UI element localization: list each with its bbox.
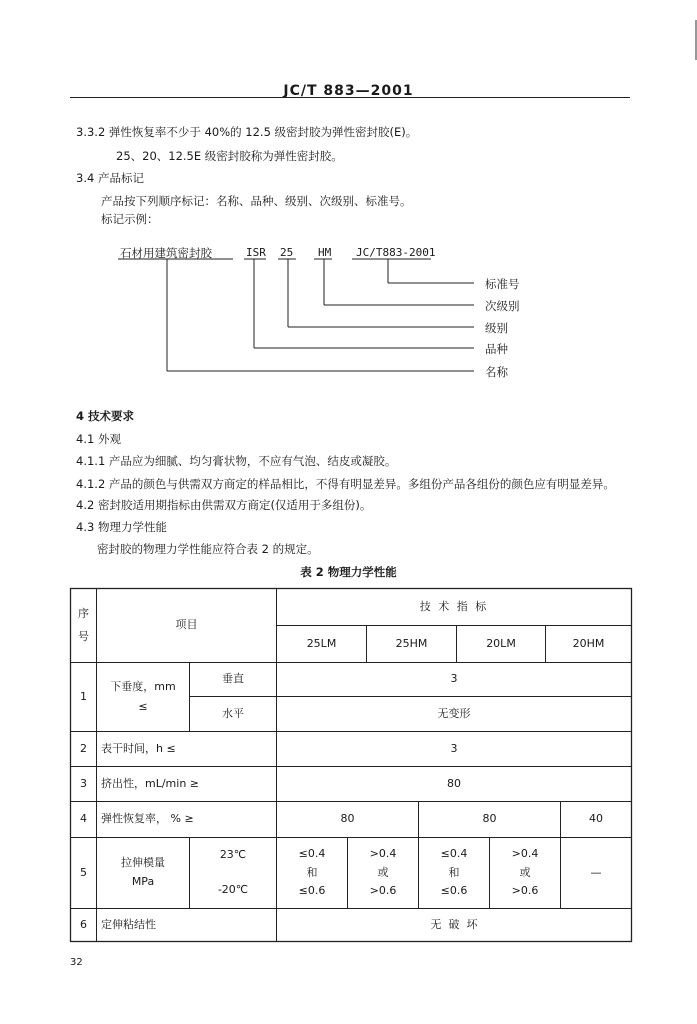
th-item: 项目 bbox=[175, 618, 198, 632]
th-no: 序 号 bbox=[78, 607, 89, 644]
row5-sub-23c: 23℃ bbox=[219, 848, 247, 862]
th-grade-20hm: 20HM bbox=[572, 636, 605, 650]
para-4-3: 4.3 物理力学性能 bbox=[76, 520, 167, 534]
row4-item: 弹性恢复率， % ≥ bbox=[101, 812, 194, 826]
row2-item: 表干时间，h ≤ bbox=[101, 741, 176, 755]
th-spec: 技 术 指 标 bbox=[419, 599, 489, 613]
para-3-4-a: 产品按下列顺序标记：名称、品种、级别、次级别、标准号。 bbox=[101, 194, 412, 208]
marking-type: ISR bbox=[246, 246, 266, 259]
row6-value: 无 破 坏 bbox=[430, 918, 478, 932]
table-caption: 表 2 物理力学性能 bbox=[300, 565, 397, 579]
row5-value-20lm-b: >0.4 或 >0.6 bbox=[511, 846, 539, 898]
label-subgrade: 次级别 bbox=[485, 299, 520, 313]
row4-no: 4 bbox=[80, 812, 87, 826]
row1-sub-horizontal: 水平 bbox=[222, 706, 244, 720]
row5-value-20lm-a: ≤0.4 和 ≤0.6 bbox=[440, 846, 468, 898]
row3-item: 挤出性，mL/min ≥ bbox=[101, 776, 200, 790]
para-3-3-2: 3.3.2 弹性恢复率不少于 40%的 12.5 级密封胶为弹性密封胶(E)。 bbox=[76, 125, 418, 139]
row4-value-20hm: 40 bbox=[589, 812, 603, 826]
th-grade-25lm: 25LM bbox=[306, 636, 337, 650]
para-4-1: 4.1 外观 bbox=[76, 432, 121, 446]
label-standard-no: 标准号 bbox=[485, 277, 520, 291]
row1-value-horizontal: 无变形 bbox=[437, 706, 471, 720]
row1-item: 下垂度，mm ≤ bbox=[110, 680, 176, 713]
page-number: 32 bbox=[70, 957, 83, 968]
row5-value-25hm: >0.4 或 >0.6 bbox=[369, 846, 397, 898]
row6-item: 定伸粘结性 bbox=[101, 918, 156, 932]
page-header: JC/T 883—2001 bbox=[283, 83, 414, 99]
row4-value-20lm: 80 bbox=[482, 812, 497, 826]
row5-value-20hm: — bbox=[590, 865, 602, 879]
row5-no: 5 bbox=[80, 865, 87, 879]
para-4-1-2: 4.1.2 产品的颜色与供需双方商定的样品相比，不得有明显差异。多组份产品各组份的颜色应有明显差异。 bbox=[76, 477, 615, 491]
row1-no: 1 bbox=[80, 689, 87, 703]
row5-value-25lm: ≤0.4 和 ≤0.6 bbox=[298, 846, 326, 898]
section-4-heading: 4 技术要求 bbox=[76, 409, 135, 423]
th-grade-20lm: 20LM bbox=[486, 636, 516, 650]
row3-no: 3 bbox=[80, 776, 87, 790]
marking-subgrade: HM bbox=[318, 246, 332, 259]
marking-grade: 25 bbox=[280, 246, 294, 259]
row1-sub-vertical: 垂直 bbox=[222, 672, 244, 686]
para-3-4: 3.4 产品标记 bbox=[76, 171, 144, 185]
label-grade: 级别 bbox=[485, 321, 508, 335]
row2-value: 3 bbox=[450, 741, 458, 755]
row5-item: 拉伸模量 MPa bbox=[121, 856, 165, 888]
row1-value-vertical: 3 bbox=[450, 672, 458, 686]
para-4-2: 4.2 密封胶适用期指标由供需双方商定(仅适用于多组份)。 bbox=[76, 498, 372, 512]
row6-no: 6 bbox=[80, 918, 87, 932]
row4-value-25: 80 bbox=[340, 812, 355, 826]
label-variety: 品种 bbox=[485, 342, 508, 356]
row3-value: 80 bbox=[447, 776, 461, 790]
para-4-3-a: 密封胶的物理力学性能应符合表 2 的规定。 bbox=[97, 542, 319, 556]
marking-name: 石材用建筑密封胶 bbox=[120, 246, 212, 260]
row5-sub-minus20c: -20℃ bbox=[217, 883, 249, 897]
th-grade-25hm: 25HM bbox=[395, 636, 428, 650]
para-3-3-2-cont: 25、20、12.5E 级密封胶称为弹性密封胶。 bbox=[116, 149, 343, 163]
para-4-1-1: 4.1.1 产品应为细腻、均匀膏状物，不应有气泡、结皮或凝胶。 bbox=[76, 454, 397, 468]
label-name: 名称 bbox=[485, 365, 508, 379]
marking-standard: JC/T883-2001 bbox=[356, 246, 436, 259]
row2-no: 2 bbox=[80, 741, 87, 755]
para-3-4-b: 标记示例： bbox=[101, 212, 159, 226]
